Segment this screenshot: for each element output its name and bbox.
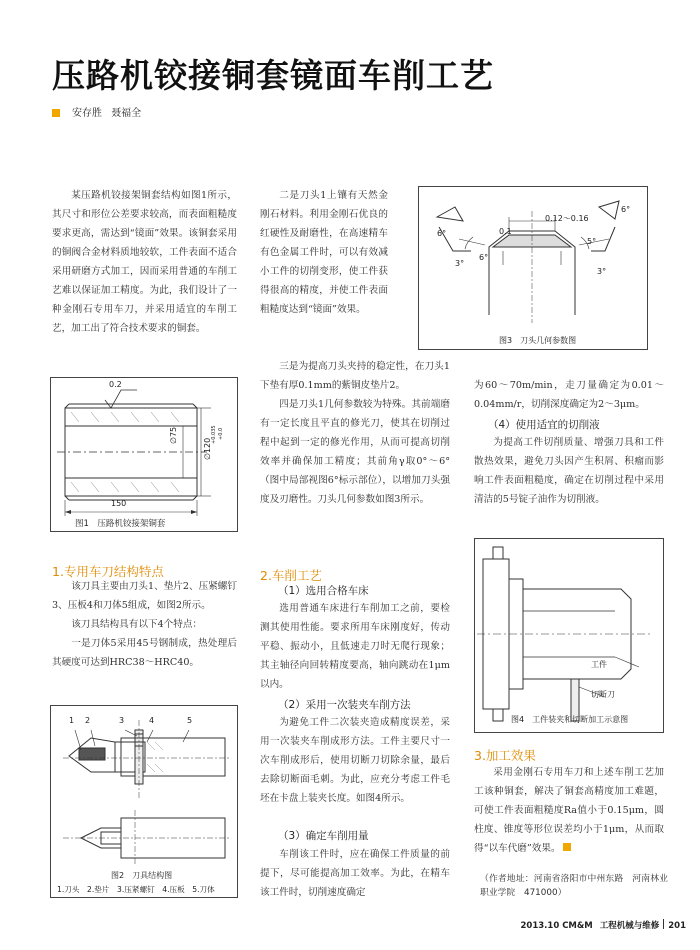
fig3-angle-a8: 3° bbox=[597, 267, 607, 276]
figure-3-drawing bbox=[419, 187, 649, 351]
figure-2-caption: 图2 刀具结构图 bbox=[111, 871, 173, 880]
fig2-num-4: 4 bbox=[149, 716, 155, 725]
fig4-cutoff-label: 切断刀 bbox=[591, 690, 615, 699]
footer-divider bbox=[663, 919, 664, 929]
subsection-1-heading: （1）选用合格车床 bbox=[278, 585, 369, 597]
paragraph: 车削该工件时，应在确保工件质量的前提下，尽可能提高加工效率。为此，在精车该工件时，切削速度确定 bbox=[260, 849, 450, 898]
paragraph: 一是刀体5采用45号钢制成，热处理后其硬度可达到HRC38～HRC40。 bbox=[52, 638, 237, 668]
fig3-dim-a4: 0.12～0.16 bbox=[545, 214, 589, 223]
footer-issue: 2013.10 CM&M bbox=[520, 921, 593, 931]
authors bbox=[52, 104, 147, 119]
author-address bbox=[480, 872, 668, 900]
col1-intro bbox=[52, 186, 237, 338]
paragraph: 二是刀头1上镶有天然金刚石材料。利用金刚石优良的红硬性及耐磨性，在高速精车有色金属工件时，可以有效减小工件的切削变形，使工件获得很高的精度，并使工件表面粗糙度达到“镜面”效果。 bbox=[260, 190, 388, 315]
figure-2 bbox=[50, 705, 238, 898]
col3-sub4-text bbox=[474, 433, 664, 509]
end-marker-icon bbox=[563, 843, 571, 851]
figure-4 bbox=[474, 538, 664, 733]
article-title: 压路机铰接铜套镜面车削工艺 bbox=[52, 56, 494, 95]
fig1-dia-inner-label: ∅75 bbox=[169, 426, 178, 444]
figure-1-caption: 图1 压路机铰接架铜套 bbox=[75, 519, 166, 529]
section-1-heading: 1.专用车刀结构特点 bbox=[52, 564, 164, 579]
section-3-text: 采用金刚石专用车刀和上述车削工艺加工该种铜套，解决了铜套高精度加工难题，可使工件表面粗糙度Ra值小于0.15μm，圆柱度、锥度等形位误差均小于1μm，从而取得“以车代磨”效果。 bbox=[474, 767, 664, 854]
subsection-4-heading: （4）使用适宜的切削液 bbox=[488, 419, 600, 431]
fig2-num-1: 1 bbox=[69, 716, 75, 725]
fig3-angle-a6: 6° bbox=[621, 205, 631, 214]
footer-journal: 工程机械与维修 bbox=[599, 921, 660, 931]
fig2-num-3: 3 bbox=[119, 716, 125, 725]
paragraph: 四是刀头1几何参数较为特殊。其前端磨有一定长度且平直的修光刀，使其在切削过程中起到一定的修光作用，从而可提高切削效率并确保加工精度；其前角γ取0°～6°（图中局部视图6°标示部位），以增加刀头强度及刃磨性。刀头几何参数如图3所示。 bbox=[260, 399, 450, 505]
fig2-num-2: 2 bbox=[85, 716, 91, 725]
col2-sub1-text bbox=[260, 599, 450, 694]
author-marker-icon bbox=[52, 109, 60, 117]
figure-3 bbox=[418, 186, 648, 350]
figure-1 bbox=[50, 377, 238, 532]
fig3-angle-a5: 3° bbox=[455, 259, 465, 268]
paragraph: 为避免工件二次装夹造成精度误差，采用一次装夹车削成形方法。工件主要尺寸一次车削成形后，使用切断刀切除余量，最后去除切断面毛刺。为此，应充分考虑工件毛坯在卡盘上装夹长度。如图4所示。 bbox=[260, 717, 450, 804]
paragraph: 为60～70m/min，走刀量确定为0.01～0.04mm/r，切削深度确定为2～3μm。 bbox=[474, 380, 664, 410]
col2-sub3-text bbox=[260, 845, 450, 902]
fig2-num-5: 5 bbox=[187, 716, 193, 725]
fig3-dim-a3: 0.1 bbox=[499, 227, 512, 236]
fig4-workpiece-label: 工件 bbox=[591, 660, 607, 669]
fig1-roughness-label: 0.2 bbox=[109, 380, 122, 389]
author-1: 安存胜 bbox=[72, 108, 102, 119]
figure-4-caption: 图4 工件装夹和切断加工示意图 bbox=[511, 715, 629, 724]
col3-section3 bbox=[474, 763, 664, 858]
figure-3-caption: 图3 刀头几何参数图 bbox=[499, 336, 577, 345]
col3-cont bbox=[474, 376, 664, 414]
fig1-dia-outer-label: ∅120 bbox=[203, 437, 212, 460]
col2-top bbox=[260, 186, 388, 319]
paragraph: 该刀具结构具有以下4个特点： bbox=[71, 619, 203, 630]
author-2: 聂福全 bbox=[111, 108, 142, 119]
figure-2-legend: 1.刀头 2.垫片 3.压紧螺钉 4.压板 5.刀体 bbox=[57, 885, 215, 894]
fig3-angle-a2: 6° bbox=[479, 253, 489, 262]
page-number: 201 bbox=[668, 921, 686, 931]
col1-section1 bbox=[52, 577, 237, 672]
fig1-tol-top: +0.035 bbox=[211, 425, 217, 444]
paragraph: 该刀具主要由刀头1、垫片2、压紧螺钉3、压板4和刀体5组成，如图2所示。 bbox=[52, 581, 237, 611]
paragraph: 为提高工件切削质量、增强刀具和工件散热效果，避免刀头因产生积屑、积瘤而影响工件表面粗糙度，确定在切削过程中采用清洁的5号锭子油作为切削液。 bbox=[474, 437, 664, 505]
paragraph: 三是为提高刀头夹持的稳定性，在刀头1下垫有厚0.1mm的紫铜皮垫片2。 bbox=[260, 361, 450, 391]
paragraph bbox=[474, 763, 664, 858]
subsection-3-heading: （3）确定车削用量 bbox=[278, 830, 369, 842]
paragraph: 某压路机铰接架铜套结构如图1所示，其尺寸和形位公差要求较高，而表面粗糙度要求更高，需达到“镜面”效果。该铜套采用的铜阀合金材料质地较软，工件表面不适合采用研磨方式加工，因而采用普通的车削工艺难以保证加工精度。为此，我们设计了一种金刚石专用车刀，并采用适宜的车削工艺，加工出了符合技术要求的铜套。 bbox=[52, 190, 237, 334]
fig1-tol-bot: +0.0 bbox=[218, 427, 224, 440]
figure-4-drawing bbox=[475, 539, 665, 734]
address-text: （作者地址：河南省洛阳市中州东路 河南林业职业学院 471000） bbox=[480, 874, 668, 898]
fig3-angle-a7: 5° bbox=[587, 237, 597, 246]
subsection-2-heading: （2）采用一次装夹车削方法 bbox=[278, 699, 411, 711]
paragraph: 选用普通车床进行车削加工之前，要检测其使用性能。要求所用车床刚度好，传动平稳、振动小，且低速走刀时无爬行现象；其主轴径向回转精度要高，轴向跳动在1μm以内。 bbox=[260, 603, 450, 690]
fig1-length-label: 150 bbox=[111, 499, 127, 508]
section-3-heading: 3.加工效果 bbox=[474, 748, 536, 763]
col2-sub2-text bbox=[260, 713, 450, 808]
fig3-angle-a1: 6° bbox=[437, 229, 447, 238]
page-footer bbox=[521, 919, 686, 931]
col2-mid bbox=[260, 357, 450, 509]
section-2-heading: 2.车削工艺 bbox=[260, 568, 322, 583]
